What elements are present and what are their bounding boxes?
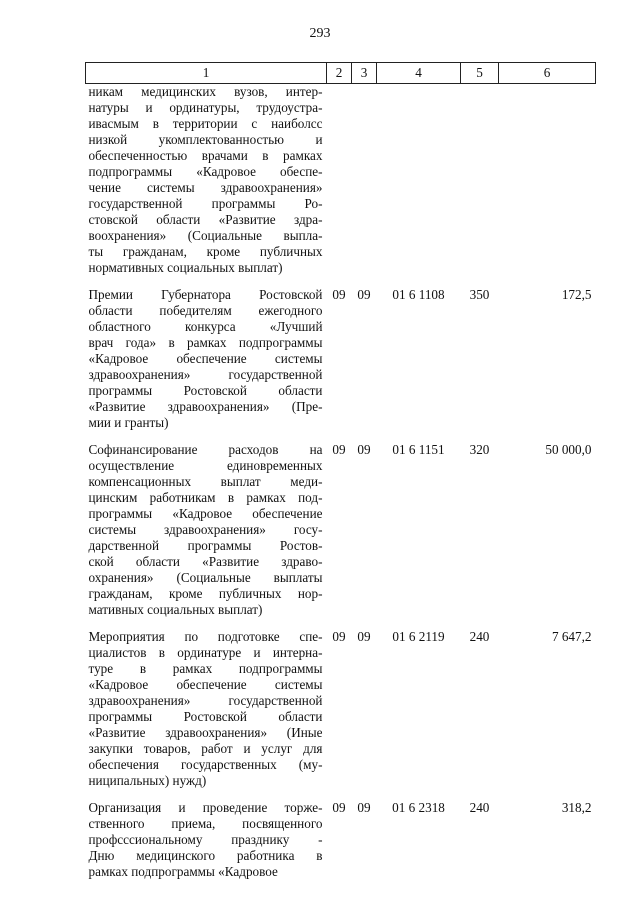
text-line: низкой укомплектованностью и	[88, 132, 323, 147]
target-article-code: 01 6 1108	[392, 287, 445, 302]
text-line: здравоохранения» государственной	[88, 693, 323, 708]
row-spacer	[86, 789, 596, 800]
text-line: воохранения» (Социальные выпла-	[88, 228, 323, 243]
text-line: профсссиональному празднику -	[88, 832, 323, 847]
text-line: Мероприятия по подготовке спе-	[88, 629, 323, 644]
text-line: областного конкурса «Лучший	[88, 319, 323, 334]
text-line: ты гражданам, кроме публичных	[88, 244, 323, 259]
text-line: «Кадровое обеспечение системы	[88, 677, 323, 692]
text-line: рамках подпрограммы «Кадровое	[88, 864, 278, 879]
text-line: ственного приема, посвященного	[88, 816, 323, 831]
text-line: системы здравоохранения» госу-	[88, 522, 323, 537]
table-row	[86, 629, 596, 789]
text-line: здравоохранения» государственной	[88, 367, 323, 382]
subsection-code: 09	[357, 442, 371, 457]
text-line: программы Ростовской области	[88, 383, 323, 398]
header-col-4: 4	[377, 63, 461, 84]
text-line: обеспеченностью врачами в рамках	[88, 148, 323, 163]
expense-type-code: 350	[469, 287, 490, 302]
text-line: врач года» в рамках подпрограммы	[88, 335, 323, 350]
table-row	[86, 442, 596, 618]
text-line: компенсационных выплат меди-	[88, 474, 323, 489]
subsection-code: 09	[357, 629, 371, 644]
header-col-5: 5	[461, 63, 499, 84]
row-description	[86, 442, 327, 618]
text-line: мативных социальных выплат)	[88, 602, 263, 617]
amount-value: 50 000,0	[545, 442, 592, 457]
text-line: «Развитие здравоохранения» (Пре-	[88, 399, 323, 414]
text-line: натуры и ординатуры, трудоустра-	[88, 100, 323, 115]
text-line: ивасмым в территории с наиболсс	[88, 116, 323, 131]
subsection-code: 09	[357, 800, 371, 815]
budget-table	[85, 62, 596, 880]
expense-type-code: 320	[469, 442, 490, 457]
text-line: обеспечения государственных (му-	[88, 757, 323, 772]
amount-value: 7 647,2	[551, 629, 592, 644]
table-row	[86, 800, 596, 880]
amount-value: 318,2	[561, 800, 592, 815]
target-article-code: 01 6 2318	[392, 800, 445, 815]
header-col-1: 1	[86, 63, 327, 84]
page-number: 293	[309, 26, 331, 41]
row-spacer	[86, 276, 596, 287]
text-line: мии и гранты)	[88, 415, 169, 430]
text-line: осуществление единовременных	[88, 458, 323, 473]
table-row	[86, 287, 596, 431]
section-code: 09	[332, 629, 346, 644]
text-line: никам медицинских вузов, интер-	[88, 84, 323, 99]
text-line: туре в рамках подпрограммы	[88, 661, 323, 676]
header-col-2: 2	[327, 63, 352, 84]
text-line: программы Ростовской области	[88, 709, 323, 724]
text-line: Софинансирование расходов на	[88, 442, 323, 457]
text-line: чение системы здравоохранения»	[88, 180, 323, 195]
text-line: области победителям ежегодного	[88, 303, 323, 318]
text-line: ниципальных) нужд)	[88, 773, 207, 788]
amount-value: 172,5	[561, 287, 592, 302]
text-line: Дню медицинского работника в	[88, 848, 323, 863]
header-col-3: 3	[352, 63, 377, 84]
table-header-row	[86, 63, 596, 84]
text-line: закупки товаров, работ и услуг для	[88, 741, 323, 756]
text-line: стовской области «Развитие здра-	[88, 212, 323, 227]
text-line: ской области «Развитие здраво-	[88, 554, 323, 569]
row-spacer	[86, 431, 596, 442]
text-line: программы «Кадровое обеспечение	[88, 506, 323, 521]
row-description	[86, 629, 327, 789]
text-line: государственной программы Ро-	[88, 196, 323, 211]
text-line: циалистов в ординатуре и интерна-	[88, 645, 323, 660]
text-line: дарственной программы Ростов-	[88, 538, 323, 553]
text-line: гражданам, кроме публичных нор-	[88, 586, 323, 601]
section-code: 09	[332, 442, 346, 457]
text-line: Премии Губернатора Ростовской	[88, 287, 323, 302]
text-line: «Кадровое обеспечение системы	[88, 351, 323, 366]
continuation-row	[86, 84, 596, 277]
section-code: 09	[332, 800, 346, 815]
text-line: нормативных социальных выплат)	[88, 260, 283, 275]
text-line: охранения» (Социальные выплаты	[88, 570, 323, 585]
row-description	[86, 800, 327, 880]
target-article-code: 01 6 1151	[392, 442, 445, 457]
row-description	[86, 287, 327, 431]
text-line: подпрограммы «Кадровое обеспе-	[88, 164, 323, 179]
text-line: цинским работникам в рамках под-	[88, 490, 323, 505]
expense-type-code: 240	[469, 800, 490, 815]
header-col-6: 6	[499, 63, 596, 84]
subsection-code: 09	[357, 287, 371, 302]
expense-type-code: 240	[469, 629, 490, 644]
text-line: Организация и проведение торже-	[88, 800, 323, 815]
target-article-code: 01 6 2119	[392, 629, 445, 644]
text-line: «Развитие здравоохранения» (Иные	[88, 725, 323, 740]
row-spacer	[86, 618, 596, 629]
continuation-text	[86, 84, 327, 277]
section-code: 09	[332, 287, 346, 302]
